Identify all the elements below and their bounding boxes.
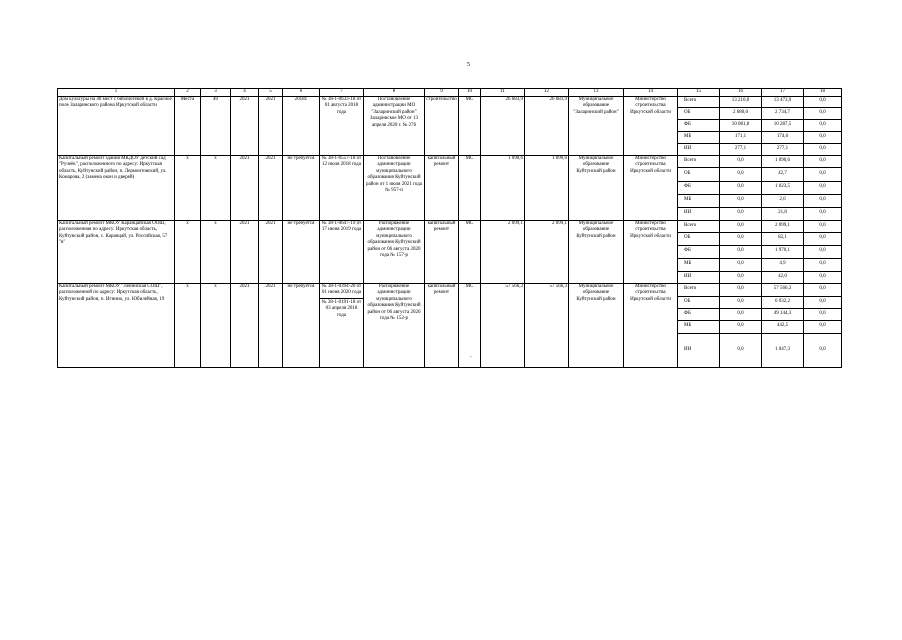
funding-v18-value: 0,0 bbox=[804, 207, 842, 220]
funding-v18-value: 0,0 bbox=[804, 308, 842, 320]
funding-v18-value: 0,0 bbox=[804, 143, 842, 155]
funding-v16-value: 2 680,0 bbox=[720, 107, 762, 119]
funding-source: МБ bbox=[678, 131, 720, 143]
year-end: 2021 bbox=[259, 96, 283, 155]
funding-v16-value: 0,0 bbox=[720, 258, 762, 271]
column-number: 6 bbox=[283, 89, 320, 97]
work-type: строительство bbox=[425, 96, 459, 155]
column-number: 1 bbox=[58, 89, 175, 97]
funding-v18-value: 0,0 bbox=[804, 283, 842, 296]
funding-v16-value: 10 081,8 bbox=[720, 119, 762, 131]
funding-v17-value: 4,9 bbox=[762, 258, 804, 271]
column-number: 7 bbox=[320, 89, 364, 97]
year-start: 2021 bbox=[231, 220, 259, 283]
column-number: 15 bbox=[678, 89, 720, 97]
funding-source: ФБ bbox=[678, 245, 720, 258]
expertise-conclusion-primary: № 38-1-0394-20 от 01 июня 2020 года bbox=[321, 283, 362, 295]
expertise-status: не требуется bbox=[283, 220, 320, 283]
table-row bbox=[58, 283, 842, 296]
year-start: 2021 bbox=[231, 283, 259, 367]
ownership-form: МС bbox=[459, 96, 481, 155]
estimated-cost: 2 099,1 bbox=[481, 220, 525, 283]
remaining-cost: 57 566,3 bbox=[525, 283, 569, 367]
remaining-cost: 2 099,1 bbox=[525, 220, 569, 283]
work-type: капитальный ремонт bbox=[425, 155, 459, 220]
funding-v16-value: 0,0 bbox=[720, 181, 762, 194]
ownership-form: МС bbox=[459, 155, 481, 220]
funding-v17-value: 49 144,3 bbox=[762, 308, 804, 320]
expertise-conclusion bbox=[320, 283, 364, 367]
funding-v17-value: 21,8 bbox=[762, 207, 804, 220]
funding-v18-value: 0,0 bbox=[804, 220, 842, 232]
funding-v18-value: 0,0 bbox=[804, 258, 842, 271]
column-number: 16 bbox=[720, 89, 762, 97]
funding-v17-value: 277,1 bbox=[762, 143, 804, 155]
table-row bbox=[58, 96, 842, 107]
funding-source: ИИ bbox=[678, 207, 720, 220]
funding-v17-value: 442,5 bbox=[762, 320, 804, 333]
legal-act: Постановление администрации муниципального образования Куйтунский район от 1 июля 2021 года № 957-п bbox=[364, 155, 425, 220]
expertise-status: 2018г. bbox=[283, 96, 320, 155]
legal-act: Постановление администрации МО "Заларинский район" Заларинское МО от 13 апреля 2020 г. № 276 bbox=[364, 96, 425, 155]
funding-source: Всего bbox=[678, 96, 720, 107]
column-number: 2 bbox=[175, 89, 201, 97]
expertise-conclusion: № 38-1-0647-19 от 17 июня 2019 года bbox=[320, 220, 364, 283]
funding-v16-value: 0,0 bbox=[720, 308, 762, 320]
work-type: капитальный ремонт bbox=[425, 283, 459, 367]
column-number: 14 bbox=[624, 89, 678, 97]
funding-v16-value: 0,0 bbox=[720, 155, 762, 167]
year-end: 2021 bbox=[259, 155, 283, 220]
expertise-status: не требуется bbox=[283, 283, 320, 367]
column-number: 13 bbox=[569, 89, 624, 97]
column-number: 18 bbox=[804, 89, 842, 97]
customer: Муниципальное образование "Заларинский район" bbox=[569, 96, 624, 155]
unit: х bbox=[175, 155, 201, 220]
funding-v17-value: 42,0 bbox=[762, 271, 804, 283]
funding-source: ФБ bbox=[678, 181, 720, 194]
column-number: 12 bbox=[525, 89, 569, 97]
funding-v18-value: 0,0 bbox=[804, 181, 842, 194]
customer: Муниципальное образование Куйтунский район bbox=[569, 155, 624, 220]
estimated-cost: 57 566,3 bbox=[481, 283, 525, 367]
funding-source: Всего bbox=[678, 220, 720, 232]
customer: Муниципальное образование Куйтунский район bbox=[569, 220, 624, 283]
funding-v16-value: 0,0 bbox=[720, 245, 762, 258]
estimated-cost: 1 090,6 bbox=[481, 155, 525, 220]
funding-v18-value: 0,0 bbox=[804, 296, 842, 308]
responsible-ministry: Министерство строительства Иркутской области bbox=[624, 96, 678, 155]
funding-v17-value: 1 970,1 bbox=[762, 245, 804, 258]
funding-v18-value: 0,0 bbox=[804, 96, 842, 107]
legal-act: Распоряжение администрации муниципального образования Куйтунский район от 06 августа 2020 года № 157-р bbox=[364, 220, 425, 283]
funding-v16-value: 0,0 bbox=[720, 207, 762, 220]
capacity: х bbox=[201, 283, 231, 367]
funding-v17-value: 1 047,3 bbox=[762, 333, 804, 367]
year-end: 2021 bbox=[259, 220, 283, 283]
funding-v16-value: 0,0 bbox=[720, 296, 762, 308]
capacity: х bbox=[201, 220, 231, 283]
objects-table bbox=[57, 88, 842, 368]
funding-v18-value: 0,0 bbox=[804, 107, 842, 119]
funding-v16-value: 0,0 bbox=[720, 333, 762, 367]
funding-v17-value: 174,6 bbox=[762, 131, 804, 143]
funding-v16-value: 13 210,0 bbox=[720, 96, 762, 107]
stray-mark: - bbox=[470, 355, 472, 360]
funding-v17-value: 57 566,3 bbox=[762, 283, 804, 296]
funding-v18-value: 0,0 bbox=[804, 271, 842, 283]
funding-v17-value: 82,1 bbox=[762, 232, 804, 245]
ownership-form: МС bbox=[459, 220, 481, 283]
funding-v18-value: 0,0 bbox=[804, 131, 842, 143]
funding-v16-value: 0,0 bbox=[720, 320, 762, 333]
column-number: 8 bbox=[364, 89, 425, 97]
funding-v16-value: 0,0 bbox=[720, 271, 762, 283]
funding-v17-value: 2,6 bbox=[762, 194, 804, 207]
funding-source: МБ bbox=[678, 320, 720, 333]
funding-source: ИИ bbox=[678, 271, 720, 283]
unit: х bbox=[175, 283, 201, 367]
column-numbers-row bbox=[58, 89, 842, 97]
unit: х bbox=[175, 220, 201, 283]
funding-v16-value: 0,0 bbox=[720, 194, 762, 207]
funding-v17-value: 1 090,6 bbox=[762, 155, 804, 167]
column-number: 17 bbox=[762, 89, 804, 97]
funding-source: МБ bbox=[678, 194, 720, 207]
funding-v17-value: 2 734,7 bbox=[762, 107, 804, 119]
funding-v17-value: 1 023,5 bbox=[762, 181, 804, 194]
responsible-ministry: Министерство строительства Иркутской области bbox=[624, 283, 678, 367]
funding-source: Всего bbox=[678, 283, 720, 296]
funding-v18-value: 0,0 bbox=[804, 194, 842, 207]
column-number: 5 bbox=[259, 89, 283, 97]
funding-source: ИИ bbox=[678, 143, 720, 155]
remaining-cost: 1 090,6 bbox=[525, 155, 569, 220]
ownership-form: МС bbox=[459, 283, 481, 367]
funding-v18-value: 0,0 bbox=[804, 232, 842, 245]
funding-v16-value: 0,0 bbox=[720, 220, 762, 232]
column-number: 11 bbox=[481, 89, 525, 97]
table-row bbox=[58, 220, 842, 232]
funding-v16-value: 0,0 bbox=[720, 283, 762, 296]
funding-source: ФБ bbox=[678, 119, 720, 131]
column-number: 9 bbox=[425, 89, 459, 97]
funding-v18-value: 0,0 bbox=[804, 245, 842, 258]
funding-v18-value: 0,0 bbox=[804, 167, 842, 181]
funding-source: ОБ bbox=[678, 296, 720, 308]
funding-source: ФБ bbox=[678, 308, 720, 320]
unit: Места bbox=[175, 96, 201, 155]
funding-v16-value: 277,1 bbox=[720, 143, 762, 155]
funding-v17-value: 42,7 bbox=[762, 167, 804, 181]
object-name: Капитальный ремонт здания МКДОУ детский сад "Ручеёк", расположенного по адресу: Иркутская область, Куйтунский район, п. Лермонтовский, ул. Комарова, 2 (замена окон и дверей) bbox=[58, 155, 175, 220]
expertise-conclusion: № 38-1-0557-18 от 12 июля 2018 года bbox=[320, 155, 364, 220]
expertise-conclusion-secondary: № 38-1-0191-18 от 03 апреля 2018 года bbox=[321, 299, 362, 318]
funding-source: ОБ bbox=[678, 232, 720, 245]
funding-v17-value: 6 932,2 bbox=[762, 296, 804, 308]
legal-act: Распоряжение администрации муниципального образования Куйтунский район от 06 августа 2020 года № 152-р bbox=[364, 283, 425, 367]
funding-v18-value: 0,0 bbox=[804, 320, 842, 333]
work-type: капитальный ремонт bbox=[425, 220, 459, 283]
funding-v18-value: 0,0 bbox=[804, 155, 842, 167]
column-number: 3 bbox=[201, 89, 231, 97]
page-number: 5 bbox=[467, 62, 470, 68]
remaining-cost: 26 683,9 bbox=[525, 96, 569, 155]
object-name: Капитальный ремонт МКОУ Каранцайская ООШ, расположенная по адресу: Иркутская область, Куйтунский район, с. Каранцай, ул. Российская, 57 "в" bbox=[58, 220, 175, 283]
funding-source: Всего bbox=[678, 155, 720, 167]
expertise-conclusion: № 38-1-0633-18 от 01 августа 2018 года bbox=[320, 96, 364, 155]
funding-source: ОБ bbox=[678, 107, 720, 119]
responsible-ministry: Министерство строительства Иркутской области bbox=[624, 220, 678, 283]
funding-source: ИИ bbox=[678, 333, 720, 367]
year-end: 2021 bbox=[259, 283, 283, 367]
estimated-cost: 26 683,9 bbox=[481, 96, 525, 155]
column-number: 10 bbox=[459, 89, 481, 97]
year-start: 2021 bbox=[231, 96, 259, 155]
table-row bbox=[58, 155, 842, 167]
responsible-ministry: Министерство строительства Иркутской области bbox=[624, 155, 678, 220]
funding-v18-value: 0,0 bbox=[804, 333, 842, 367]
funding-v16-value: 171,1 bbox=[720, 131, 762, 143]
object-name: Капитальный ремонт МКОУ "Ленинская СОШ", расположенной по адресу: Иркутская область, Куйтунский район, п. Игнино, ул. Юбилейная, 19 bbox=[58, 283, 175, 367]
capacity: х bbox=[201, 155, 231, 220]
expertise-status: не требуется bbox=[283, 155, 320, 220]
funding-source: МБ bbox=[678, 258, 720, 271]
funding-v17-value: 13 473,9 bbox=[762, 96, 804, 107]
capacity: 40 bbox=[201, 96, 231, 155]
funding-v17-value: 2 099,1 bbox=[762, 220, 804, 232]
funding-v16-value: 0,0 bbox=[720, 167, 762, 181]
funding-v18-value: 0,0 bbox=[804, 119, 842, 131]
object-name: Дом культуры на 40 мест с библиотекой в д. Красное поле Заларинского района Иркутской области bbox=[58, 96, 175, 155]
funding-v16-value: 0,0 bbox=[720, 232, 762, 245]
funding-source: ОБ bbox=[678, 167, 720, 181]
funding-v17-value: 10 287,5 bbox=[762, 119, 804, 131]
year-start: 2021 bbox=[231, 155, 259, 220]
customer: Муниципальное образование Куйтунский район bbox=[569, 283, 624, 367]
column-number: 4 bbox=[231, 89, 259, 97]
